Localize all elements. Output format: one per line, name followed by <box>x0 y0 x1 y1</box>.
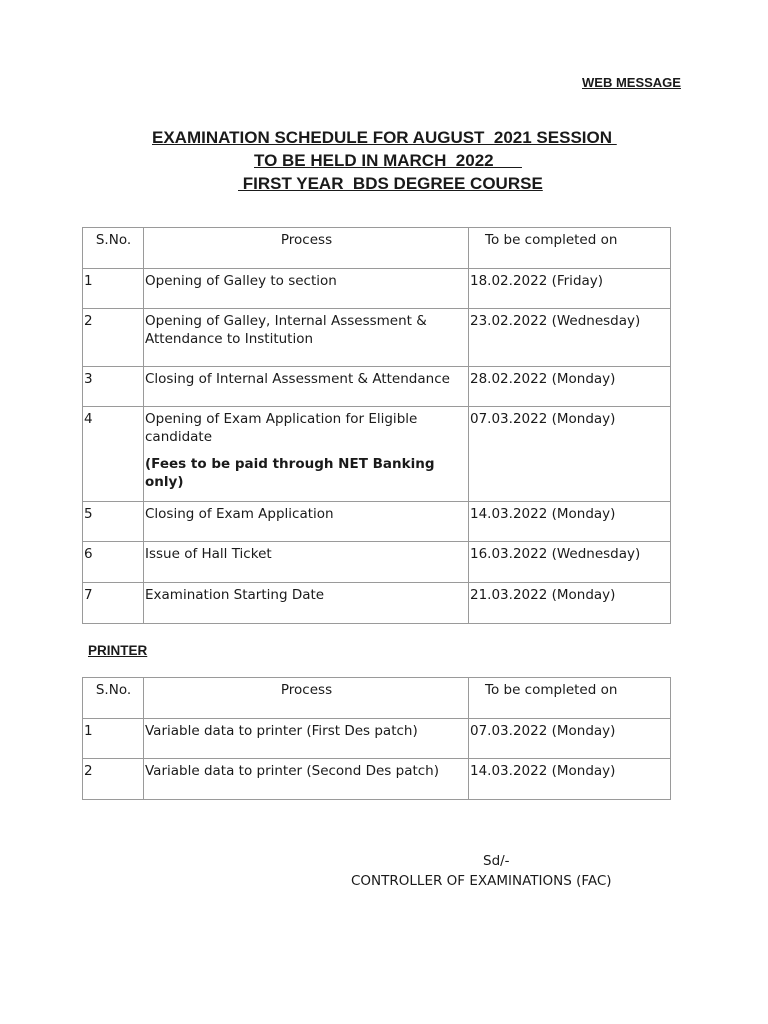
row-sno: 4 <box>83 407 144 502</box>
row-date: 07.03.2022 (Monday) <box>469 407 671 502</box>
signature-designation: CONTROLLER OF EXAMINATIONS (FAC) <box>351 873 612 889</box>
row-process-cell <box>144 407 469 502</box>
row-process: Examination Starting Date <box>144 583 469 624</box>
table-row <box>83 759 671 800</box>
fees-note: (Fees to be paid through NET Banking only) <box>145 456 435 490</box>
row-process: Opening of Exam Application for Eligible candidate <box>145 411 418 445</box>
row-process: Variable data to printer (First Des patch) <box>144 719 469 759</box>
table-row <box>83 309 671 367</box>
page-title-line-1: EXAMINATION SCHEDULE FOR AUGUST 2021 SESSION <box>152 128 617 147</box>
table-row <box>83 502 671 542</box>
row-date: 14.03.2022 (Monday) <box>469 502 671 542</box>
row-process: Issue of Hall Ticket <box>144 542 469 583</box>
table-row <box>83 407 671 502</box>
schedule-table <box>82 227 671 624</box>
row-date: 14.03.2022 (Monday) <box>469 759 671 800</box>
row-process: Closing of Internal Assessment & Attendance <box>144 367 469 407</box>
table-header-row <box>83 678 671 719</box>
row-process: Opening of Galley, Internal Assessment & Attendance to Institution <box>144 309 469 367</box>
column-header-process: Process <box>144 678 469 719</box>
column-header-date: To be completed on <box>469 678 671 719</box>
row-process: Closing of Exam Application <box>144 502 469 542</box>
row-sno: 6 <box>83 542 144 583</box>
row-process: Opening of Galley to section <box>144 269 469 309</box>
table-row <box>83 269 671 309</box>
column-header-sno: S.No. <box>83 228 144 269</box>
printer-heading: PRINTER <box>88 643 148 658</box>
page-title-line-2: TO BE HELD IN MARCH 2022 <box>254 151 522 170</box>
page-title-line-3: FIRST YEAR BDS DEGREE COURSE <box>238 174 543 193</box>
row-sno: 3 <box>83 367 144 407</box>
row-date: 18.02.2022 (Friday) <box>469 269 671 309</box>
row-date: 07.03.2022 (Monday) <box>469 719 671 759</box>
row-sno: 5 <box>83 502 144 542</box>
row-date: 21.03.2022 (Monday) <box>469 583 671 624</box>
column-header-process: Process <box>144 228 469 269</box>
row-date: 16.03.2022 (Wednesday) <box>469 542 671 583</box>
row-date: 28.02.2022 (Monday) <box>469 367 671 407</box>
row-sno: 7 <box>83 583 144 624</box>
web-message-label: WEB MESSAGE <box>582 75 681 90</box>
row-process: Variable data to printer (Second Des patch) <box>144 759 469 800</box>
column-header-sno: S.No. <box>83 678 144 719</box>
row-sno: 1 <box>83 269 144 309</box>
table-row <box>83 583 671 624</box>
row-date: 23.02.2022 (Wednesday) <box>469 309 671 367</box>
printer-table <box>82 677 671 800</box>
row-sno: 2 <box>83 759 144 800</box>
signature-sd: Sd/- <box>483 853 510 869</box>
row-sno: 1 <box>83 719 144 759</box>
table-header-row <box>83 228 671 269</box>
row-sno: 2 <box>83 309 144 367</box>
table-row <box>83 367 671 407</box>
table-row <box>83 542 671 583</box>
column-header-date: To be completed on <box>469 228 671 269</box>
table-row <box>83 719 671 759</box>
